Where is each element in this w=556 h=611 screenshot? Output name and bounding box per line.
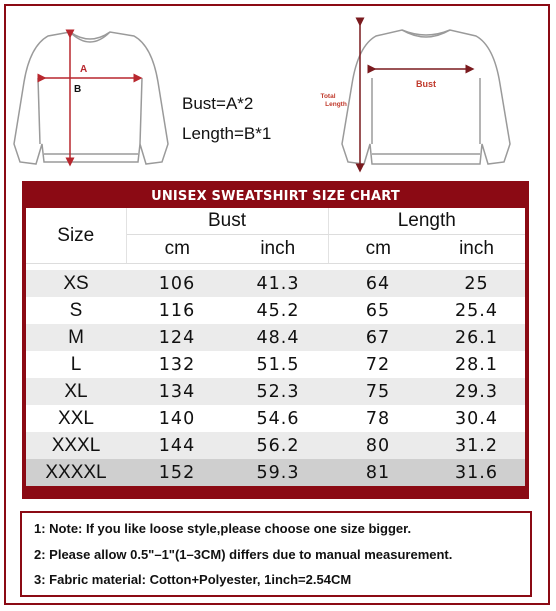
cell-length-cm: 75 xyxy=(328,378,428,405)
table-row xyxy=(26,270,525,297)
header-bust: Bust xyxy=(126,208,328,235)
cell-bust-cm: 140 xyxy=(126,405,228,432)
cell-bust-inch: 52.3 xyxy=(228,378,328,405)
note-material: 3: Fabric material: Cotton+Polyester, 1inch=2.54CM xyxy=(34,572,352,587)
total-length-label-1: Total xyxy=(320,93,336,100)
size-chart xyxy=(22,181,529,499)
formula-bust: Bust=A*2 xyxy=(182,94,254,113)
cell-bust-inch: 51.5 xyxy=(228,351,328,378)
cell-length-inch: 31.6 xyxy=(428,459,525,486)
measure-arrows-back xyxy=(360,22,470,168)
cell-size: XS xyxy=(26,270,126,297)
cell-length-inch: 30.4 xyxy=(428,405,525,432)
cell-bust-cm: 124 xyxy=(126,324,228,351)
header-bust-cm: cm xyxy=(126,235,228,264)
header-length: Length xyxy=(328,208,525,235)
cell-bust-inch: 41.3 xyxy=(228,270,328,297)
table-row xyxy=(26,324,525,351)
cell-length-inch: 25.4 xyxy=(428,297,525,324)
header-size: Size xyxy=(26,208,126,264)
measurement-diagram xyxy=(0,12,556,180)
cell-size: M xyxy=(26,324,126,351)
header-length-inch: inch xyxy=(428,235,525,264)
table-row xyxy=(26,378,525,405)
formula-length: Length=B*1 xyxy=(182,124,272,143)
cell-bust-cm: 144 xyxy=(126,432,228,459)
table-row xyxy=(26,432,525,459)
cell-size: XXXL xyxy=(26,432,126,459)
label-a: A xyxy=(80,64,88,75)
cell-bust-inch: 56.2 xyxy=(228,432,328,459)
cell-size: XXL xyxy=(26,405,126,432)
cell-length-inch: 26.1 xyxy=(428,324,525,351)
cell-length-cm: 64 xyxy=(328,270,428,297)
note-fit: 1: Note: If you like loose style,please choose one size bigger. xyxy=(34,521,412,536)
label-b: B xyxy=(74,84,82,95)
table-row xyxy=(26,459,525,486)
measure-arrows-front xyxy=(42,34,138,162)
cell-length-inch: 25 xyxy=(428,270,525,297)
cell-bust-cm: 152 xyxy=(126,459,228,486)
size-table xyxy=(26,208,525,486)
sweatshirt-front-illustration xyxy=(14,32,168,164)
cell-length-cm: 81 xyxy=(328,459,428,486)
cell-size: XL xyxy=(26,378,126,405)
cell-length-cm: 80 xyxy=(328,432,428,459)
cell-size: L xyxy=(26,351,126,378)
cell-bust-cm: 106 xyxy=(126,270,228,297)
sweatshirt-back-illustration xyxy=(342,30,510,164)
note-measurement: 2: Please allow 0.5"–1"(1–3CM) differs due to manual measurement. xyxy=(34,547,453,562)
header-length-cm: cm xyxy=(328,235,428,264)
cell-length-inch: 28.1 xyxy=(428,351,525,378)
table-row xyxy=(26,351,525,378)
table-row xyxy=(26,297,525,324)
cell-bust-cm: 116 xyxy=(126,297,228,324)
cell-bust-inch: 54.6 xyxy=(228,405,328,432)
bust-label: Bust xyxy=(416,79,436,89)
cell-bust-cm: 132 xyxy=(126,351,228,378)
cell-length-cm: 67 xyxy=(328,324,428,351)
cell-size: XXXXL xyxy=(26,459,126,486)
chart-title: UNISEX SWEATSHIRT SIZE CHART xyxy=(151,189,400,204)
cell-bust-inch: 59.3 xyxy=(228,459,328,486)
cell-length-cm: 72 xyxy=(328,351,428,378)
cell-bust-inch: 45.2 xyxy=(228,297,328,324)
cell-size: S xyxy=(26,297,126,324)
cell-length-cm: 65 xyxy=(328,297,428,324)
cell-bust-cm: 134 xyxy=(126,378,228,405)
cell-bust-inch: 48.4 xyxy=(228,324,328,351)
cell-length-inch: 29.3 xyxy=(428,378,525,405)
table-row xyxy=(26,405,525,432)
header-bust-inch: inch xyxy=(228,235,328,264)
total-length-label-2: Length xyxy=(325,101,347,108)
notes-box xyxy=(20,511,532,597)
cell-length-inch: 31.2 xyxy=(428,432,525,459)
cell-length-cm: 78 xyxy=(328,405,428,432)
